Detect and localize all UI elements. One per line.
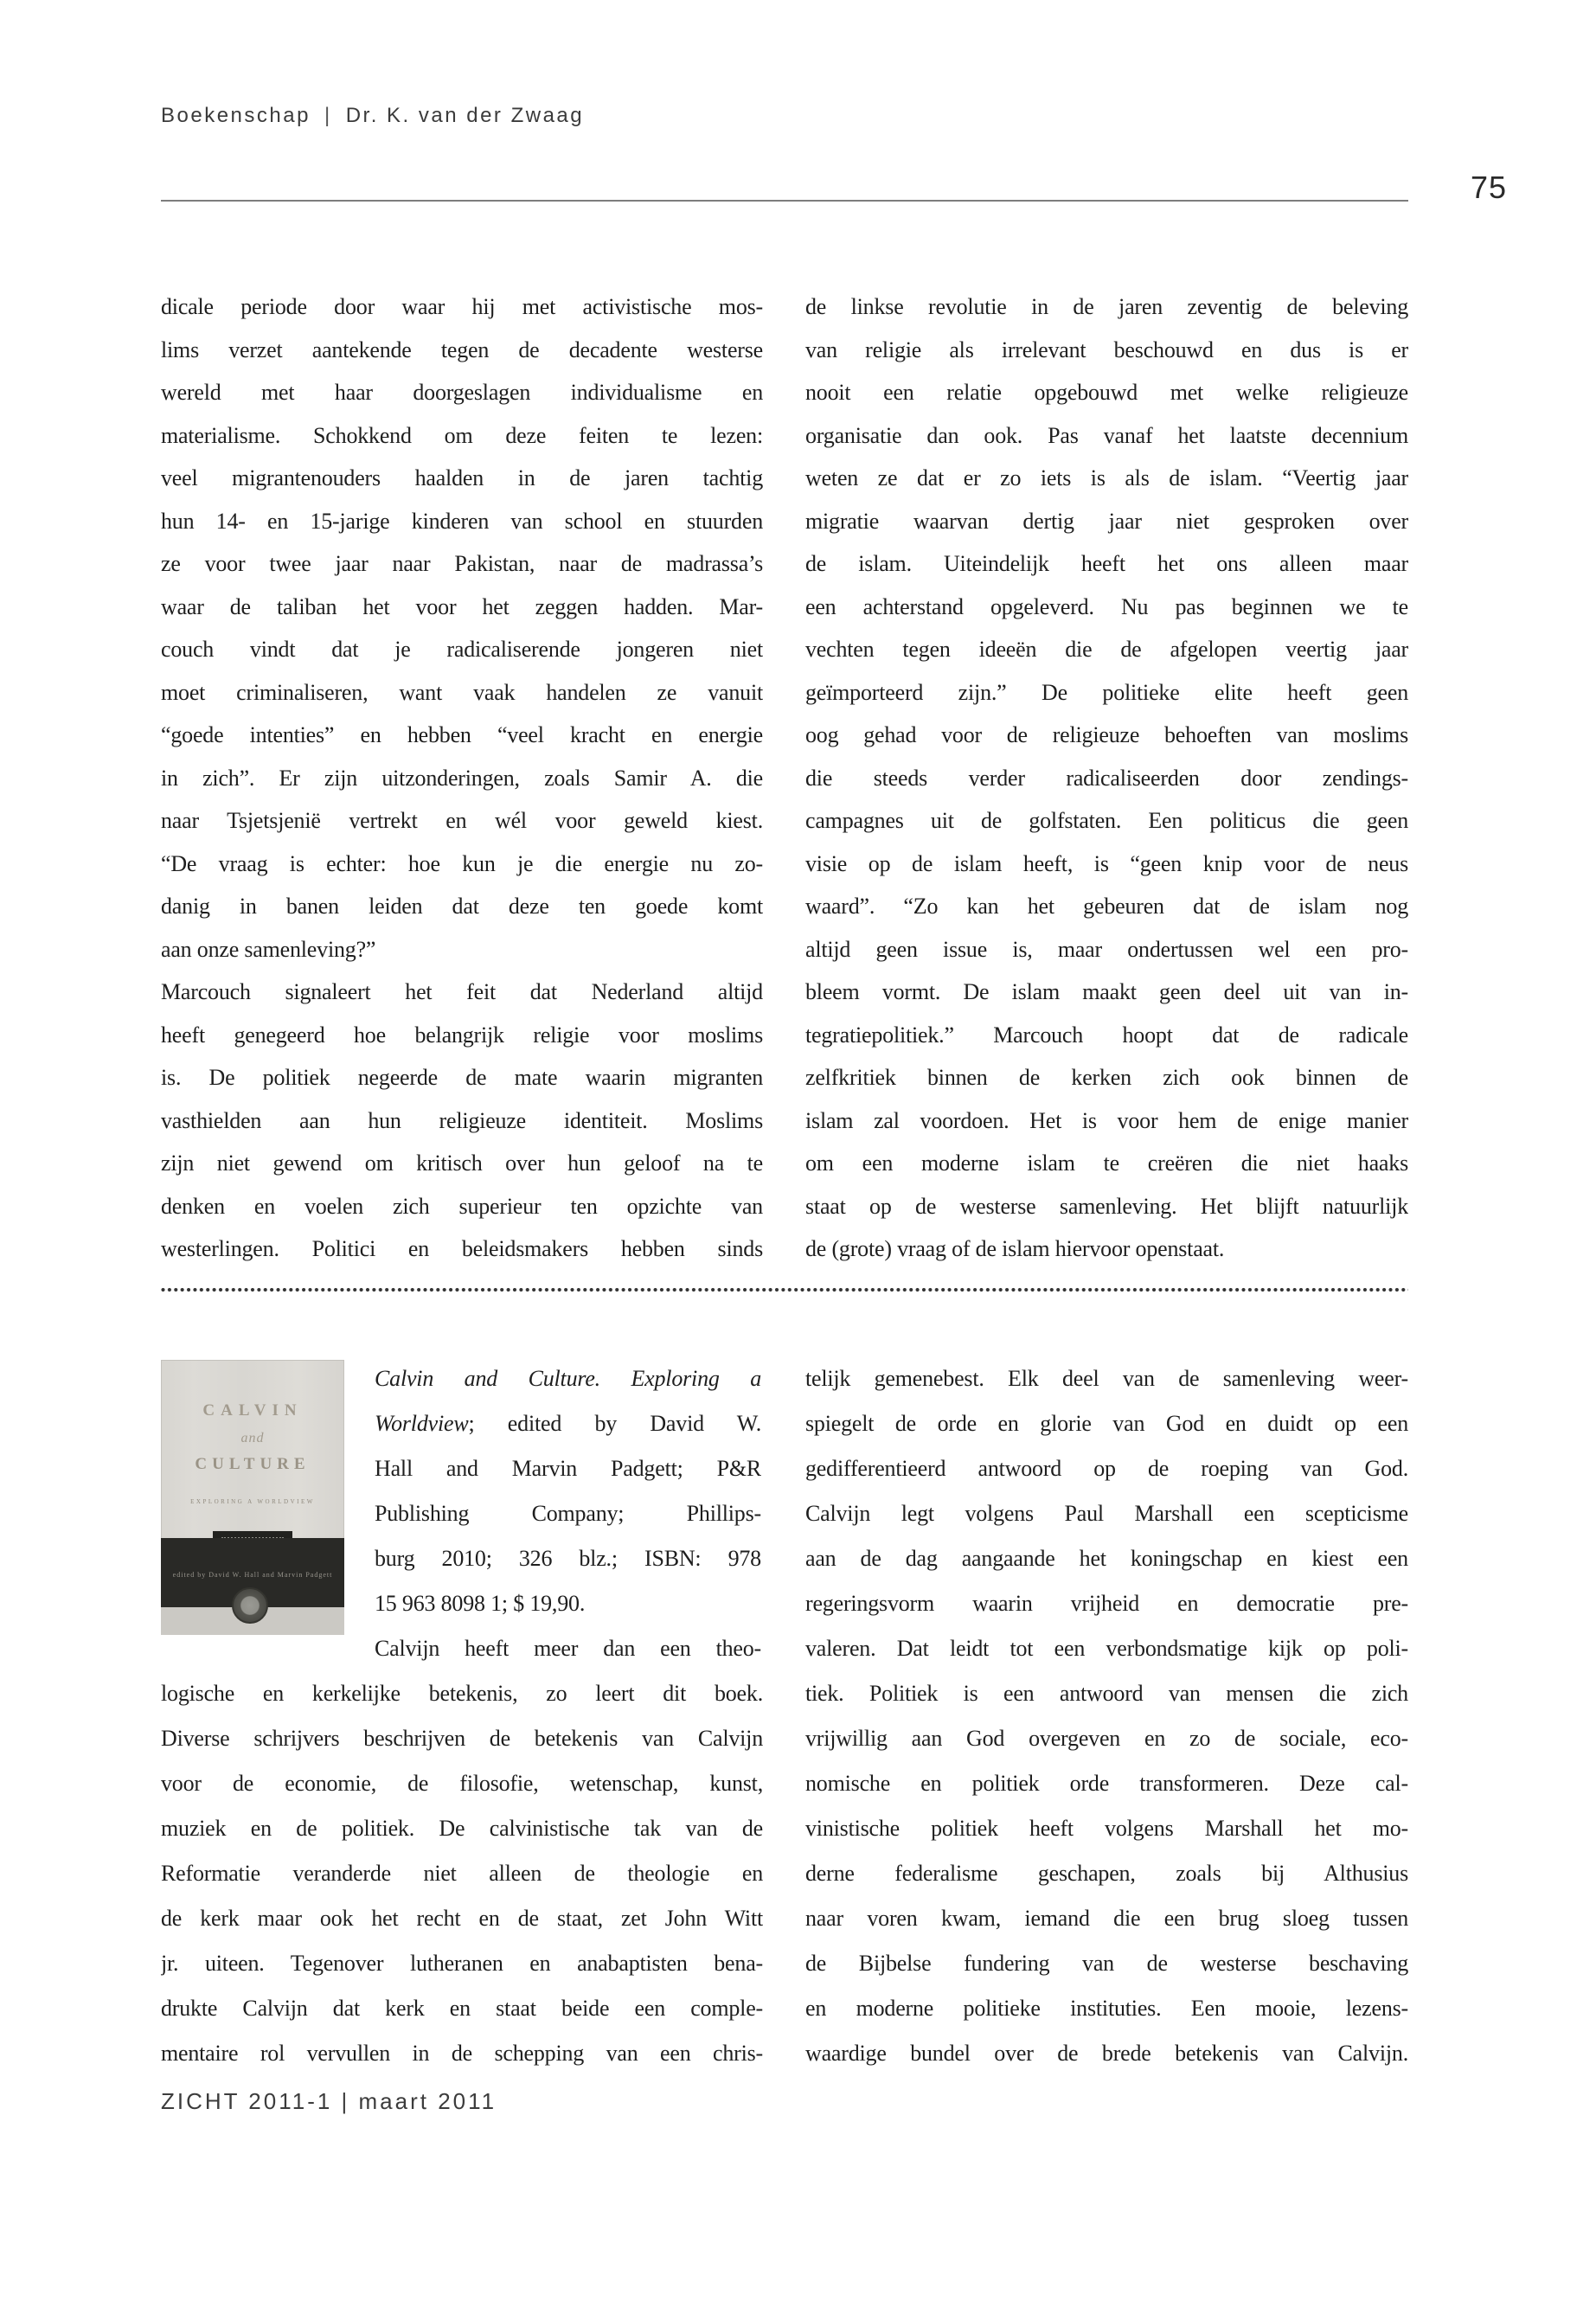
text-line: van religie als irrelevant beschouwd en dus is er (805, 336, 1408, 362)
text-line: couch vindt dat je radicaliserende jongeren niet (161, 637, 763, 662)
page-number: 75 (1471, 170, 1508, 205)
text-line: vechten tegen ideeën die de afgelopen veertig jaar (805, 637, 1408, 662)
citation-line: Hall and Marvin Padgett; P&R (375, 1456, 761, 1481)
text-line: een achterstand opgeleverd. Nu pas beginnen we te (805, 593, 1408, 619)
book-cover-title-mid: and (240, 1431, 265, 1445)
section-label: Boekenschap (161, 104, 311, 127)
citation-line: Worldview; edited by David W. (375, 1411, 761, 1436)
text-line: Diverse schrijvers beschrijven de betekenis van Calvijn (161, 1726, 763, 1751)
text-line: altijd geen issue is, maar ondertussen wel een pro- (805, 936, 1408, 962)
text-line: geïmporteerd zijn.” De politieke elite heeft geen (805, 679, 1408, 705)
text-line: aan onze samenleving?” (161, 936, 376, 962)
text-line: materialisme. Schokkend om deze feiten te lezen: (161, 422, 763, 448)
book-cover-editors-line: edited by David W. Hall and Marvin Padgett (172, 1571, 333, 1579)
text-line: oog gehad voor de religieuze behoeften van moslims (805, 722, 1408, 747)
text-line: campagnes uit de golfstaten. Een politicus die geen (805, 808, 1408, 833)
citation-line: 15 963 8098 1; $ 19,90. (375, 1591, 586, 1616)
citation-line: Calvin and Culture. Exploring a (375, 1366, 761, 1391)
text-line: en moderne politieke instituties. Een mooie, lezens- (805, 1996, 1408, 2021)
text-line: de islam. Uiteindelijk heeft het ons alleen maar (805, 551, 1408, 576)
citation-line: burg 2010; 326 blz.; ISBN: 978 (375, 1546, 761, 1571)
text-line: moet criminaliseren, want vaak handelen ze vanuit (161, 679, 763, 705)
book-cover-title-top: CALVIN (202, 1401, 303, 1420)
text-line: hun 14- en 15-jarige kinderen van school en stuurden (161, 508, 763, 534)
text-line: Reformatie veranderde niet alleen de theologie en (161, 1861, 763, 1886)
text-line: de (grote) vraag of de islam hiervoor openstaat. (805, 1236, 1225, 1261)
text-line: migratie waarvan dertig jaar niet gesproken over (805, 508, 1408, 534)
book-cover-title-bottom: CULTURE (195, 1455, 311, 1473)
article-column-right (805, 285, 1408, 1271)
text-line: denken en voelen zich superieur ten opzichte van (161, 1193, 763, 1219)
text-line: organisatie dan ook. Pas vanaf het laatste decennium (805, 422, 1408, 448)
text-line: gedifferentieerd antwoord op de roeping van God. (805, 1456, 1408, 1481)
text-line: jr. uiteen. Tegenover lutheranen en anabaptisten bena- (161, 1951, 763, 1976)
text-line: vasthielden aan hun religieuze identiteit. Moslims (161, 1107, 763, 1133)
text-line: tiek. Politiek is een antwoord van mensen die zich (805, 1681, 1408, 1706)
text-line: zijn niet gewend om kritisch over hun geloof na te (161, 1150, 763, 1176)
running-head (161, 104, 584, 128)
citation-line: Publishing Company; Phillips- (375, 1501, 761, 1526)
text-line: waardige bundel over de brede betekenis van Calvijn. (805, 2041, 1408, 2066)
text-line: die steeds verder radicaliseerden door zendings- (805, 765, 1408, 791)
text-line: visie op de islam heeft, is “geen knip voor de neus (805, 850, 1408, 876)
text-line: muziek en de politiek. De calvinistische tak van de (161, 1816, 763, 1841)
text-line: de linkse revolutie in de jaren zeventig de beleving (805, 294, 1408, 319)
book-citation (375, 1356, 761, 1671)
text-line: in zich”. Er zijn uitzonderingen, zoals Samir A. die (161, 765, 763, 791)
text-line: Calvijn legt volgens Paul Marshall een scepticisme (805, 1501, 1408, 1526)
text-line: danig in banen leiden dat deze ten goede komt (161, 894, 763, 919)
text-line: vrijwillig aan God overgeven en zo de sociale, eco- (805, 1726, 1408, 1751)
book-cover-image (161, 1360, 344, 1635)
dotted-section-divider (161, 1287, 1408, 1292)
text-line: “goede intenties” en hebben “veel kracht en energie (161, 722, 763, 747)
text-line: staat op de westerse samenleving. Het blijft natuurlijk (805, 1193, 1408, 1219)
text-line: mentaire rol vervullen in de schepping van een chris- (161, 2041, 763, 2066)
text-line: bleem vormt. De islam maakt geen deel uit van in- (805, 979, 1408, 1004)
text-line: drukte Calvijn dat kerk en staat beide een comple- (161, 1996, 763, 2021)
text-line: dicale periode door waar hij met activistische mos- (161, 294, 763, 319)
book-cover-subtitle: EXPLORING A WORLDVIEW (190, 1498, 315, 1505)
text-line: veel migrantenouders haalden in de jaren tachtig (161, 465, 763, 490)
text-line: heeft genegeerd hoe belangrijk religie voor moslims (161, 1022, 763, 1048)
text-line: waar de taliban het voor het zeggen hadden. Mar- (161, 593, 763, 619)
text-line: waard”. “Zo kan het gebeuren dat de islam nog (805, 894, 1408, 919)
text-line: telijk gemenebest. Elk deel van de samenleving weer- (805, 1366, 1408, 1391)
text-line: derne federalisme geschapen, zoals bij Althusius (805, 1861, 1408, 1886)
text-line: valeren. Dat leidt tot een verbondsmatige kijk op poli- (805, 1636, 1408, 1661)
text-line: weten ze dat er zo iets is als de islam. “Veertig jaar (805, 465, 1408, 490)
text-line: nooit een relatie opgebouwd met welke religieuze (805, 380, 1408, 405)
book-cover-seal-icon (232, 1587, 268, 1624)
header-rule (161, 200, 1408, 202)
text-line: vinistische politiek heeft volgens Marshall het mo- (805, 1816, 1408, 1841)
text-line: Marcouch signaleert het feit dat Nederland altijd (161, 979, 763, 1004)
text-line: aan de dag aangaande het koningschap en kiest een (805, 1546, 1408, 1571)
text-line: naar Tsjetsjenië vertrekt en wél voor geweld kiest. (161, 808, 763, 833)
text-line: westerlingen. Politici en beleidsmakers hebben sinds (161, 1236, 763, 1261)
text-line: ze voor twee jaar naar Pakistan, naar de madrassa’s (161, 551, 763, 576)
text-line: is. De politiek negeerde de mate waarin migranten (161, 1065, 763, 1090)
review-column-left (161, 1671, 763, 2076)
journal-footer: ZICHT 2011-1 | maart 2011 (161, 2088, 497, 2114)
review-column-right (805, 1356, 1408, 2076)
text-line: zelfkritiek binnen de kerken zich ook binnen de (805, 1065, 1408, 1090)
text-line: regeringsvorm waarin vrijheid en democratie pre- (805, 1591, 1408, 1616)
text-line: nomische en politiek orde transformeren. Deze cal- (805, 1771, 1408, 1796)
citation-line: Calvijn heeft meer dan een theo- (375, 1636, 761, 1661)
text-line: naar voren kwam, iemand die een brug sloeg tussen (805, 1906, 1408, 1931)
text-line: om een moderne islam te creëren die niet haaks (805, 1150, 1408, 1176)
text-line: logische en kerkelijke betekenis, zo leert dit boek. (161, 1681, 763, 1706)
header-separator: | (324, 104, 332, 127)
text-line: voor de economie, de filosofie, wetenschap, kunst, (161, 1771, 763, 1796)
text-line: “De vraag is echter: hoe kun je die energie nu zo- (161, 850, 763, 876)
text-line: wereld met haar doorgeslagen individualisme en (161, 380, 763, 405)
text-line: tegratiepolitiek.” Marcouch hoopt dat de radicale (805, 1022, 1408, 1048)
text-line: de Bijbelse fundering van de westerse beschaving (805, 1951, 1408, 1976)
text-line: spiegelt de orde en glorie van God en duidt op een (805, 1411, 1408, 1436)
author-name: Dr. K. van der Zwaag (345, 104, 585, 127)
text-line: islam zal voordoen. Het is voor hem de enige manier (805, 1107, 1408, 1133)
text-line: de kerk maar ook het recht en de staat, zet John Witt (161, 1906, 763, 1931)
article-column-left (161, 285, 763, 1271)
text-line: lims verzet aantekende tegen de decadente westerse (161, 336, 763, 362)
